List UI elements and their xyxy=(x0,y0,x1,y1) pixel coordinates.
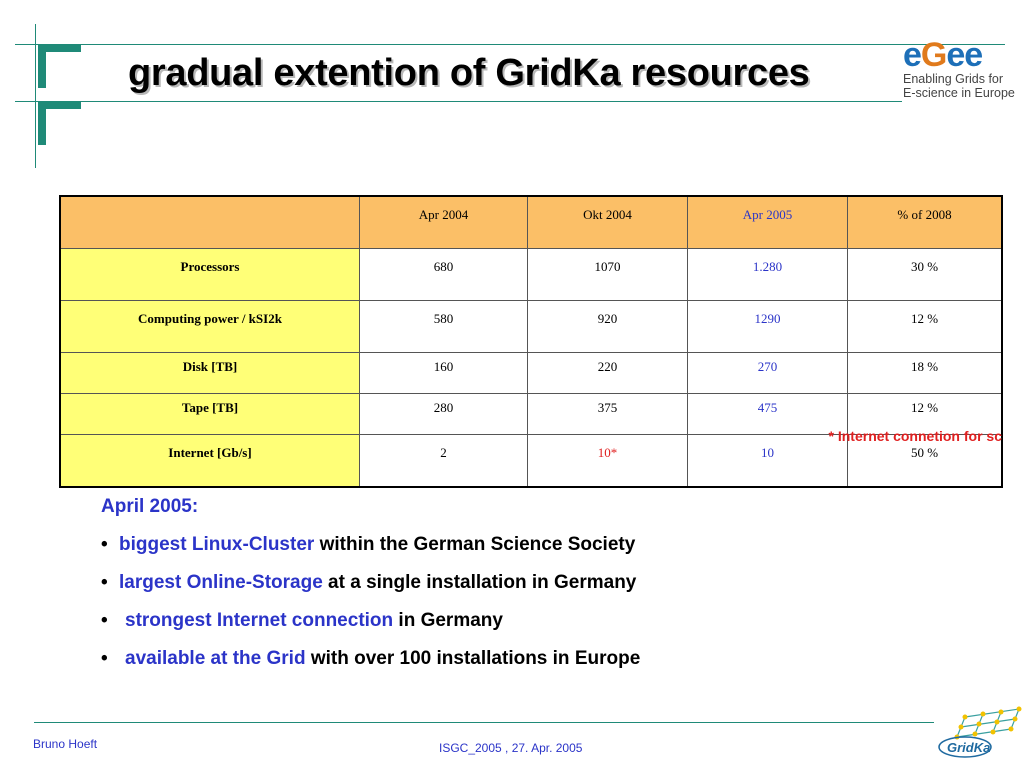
table-cell: 160 xyxy=(360,353,528,394)
table-cell: 18 % xyxy=(848,353,1003,394)
footer-event: ISGC_2005 , 27. Apr. 2005 xyxy=(439,741,583,755)
frame-left-line xyxy=(35,24,36,168)
frame-block-lower-bar xyxy=(38,101,81,109)
egee-logo-word: eGee xyxy=(903,36,983,74)
table-cell: 920 xyxy=(528,301,688,353)
bullet-icon: • xyxy=(101,610,108,631)
table-row xyxy=(60,249,1002,301)
list-item: • strongest Internet connection in Germany xyxy=(101,608,861,646)
header-cell: Apr 2004 xyxy=(360,196,528,249)
table-cell: 580 xyxy=(360,301,528,353)
footer-author: Bruno Hoeft xyxy=(33,737,98,751)
frame-block-upper-bar xyxy=(38,44,81,52)
egee-logo xyxy=(903,38,1013,108)
bullet-icon: • xyxy=(101,572,108,593)
table-cell: 220 xyxy=(528,353,688,394)
table-footnote: * Internet connetion for sc xyxy=(828,428,1002,444)
header-cell xyxy=(60,196,360,249)
gridka-logo xyxy=(935,703,1023,763)
table-cell: 375 xyxy=(528,394,688,435)
table-cell: 30 % xyxy=(848,249,1003,301)
table-cell: 680 xyxy=(360,249,528,301)
header-cell: % of 2008 xyxy=(848,196,1003,249)
list-item: • largest Online-Storage at a single installation in Germany xyxy=(101,570,861,608)
table-cell: 12 % xyxy=(848,394,1003,435)
table-cell: 1.280 xyxy=(688,249,848,301)
table-cell: 475 xyxy=(688,394,848,435)
row-label: Processors xyxy=(60,249,360,301)
table-cell: 50 % xyxy=(848,435,1003,488)
header-cell: Okt 2004 xyxy=(528,196,688,249)
header-cell: Apr 2005 xyxy=(688,196,848,249)
table-cell: 1070 xyxy=(528,249,688,301)
bullet-icon: • xyxy=(101,648,108,669)
list-item: • available at the Grid with over 100 installations in Europe xyxy=(101,646,861,684)
bullet-icon: • xyxy=(101,534,108,555)
frame-mid-line xyxy=(15,101,902,102)
table-cell: 10 xyxy=(688,435,848,488)
table-cell: 270 xyxy=(688,353,848,394)
table-header-row xyxy=(60,196,1002,249)
footer-line xyxy=(34,722,934,723)
table-cell: 1290 xyxy=(688,301,848,353)
slide-title: gradual extention of GridKa resources xyxy=(128,52,810,94)
row-label: Computing power / kSI2k xyxy=(60,301,360,353)
egee-logo-subtitle-1: Enabling Grids for xyxy=(903,72,1004,86)
table-row xyxy=(60,301,1002,353)
egee-logo-subtitle-2: E-science in Europe xyxy=(903,86,1015,100)
table-cell: 12 % xyxy=(848,301,1003,353)
table-cell: 2 xyxy=(360,435,528,488)
list-item: • biggest Linux-Cluster within the German Science Society xyxy=(101,532,861,570)
resources-table xyxy=(59,195,1003,488)
row-label: Disk [TB] xyxy=(60,353,360,394)
row-label: Internet [Gb/s] xyxy=(60,435,360,488)
gridka-logo-text: GridKa xyxy=(947,740,991,755)
row-label: Tape [TB] xyxy=(60,394,360,435)
gridka-grid-icon xyxy=(935,703,1023,763)
table-row xyxy=(60,353,1002,394)
table-cell: 10* xyxy=(528,435,688,488)
frame-top-line xyxy=(15,44,1005,45)
table-cell: 280 xyxy=(360,394,528,435)
bullet-heading: April 2005: xyxy=(101,496,199,517)
bullet-list xyxy=(101,494,861,684)
